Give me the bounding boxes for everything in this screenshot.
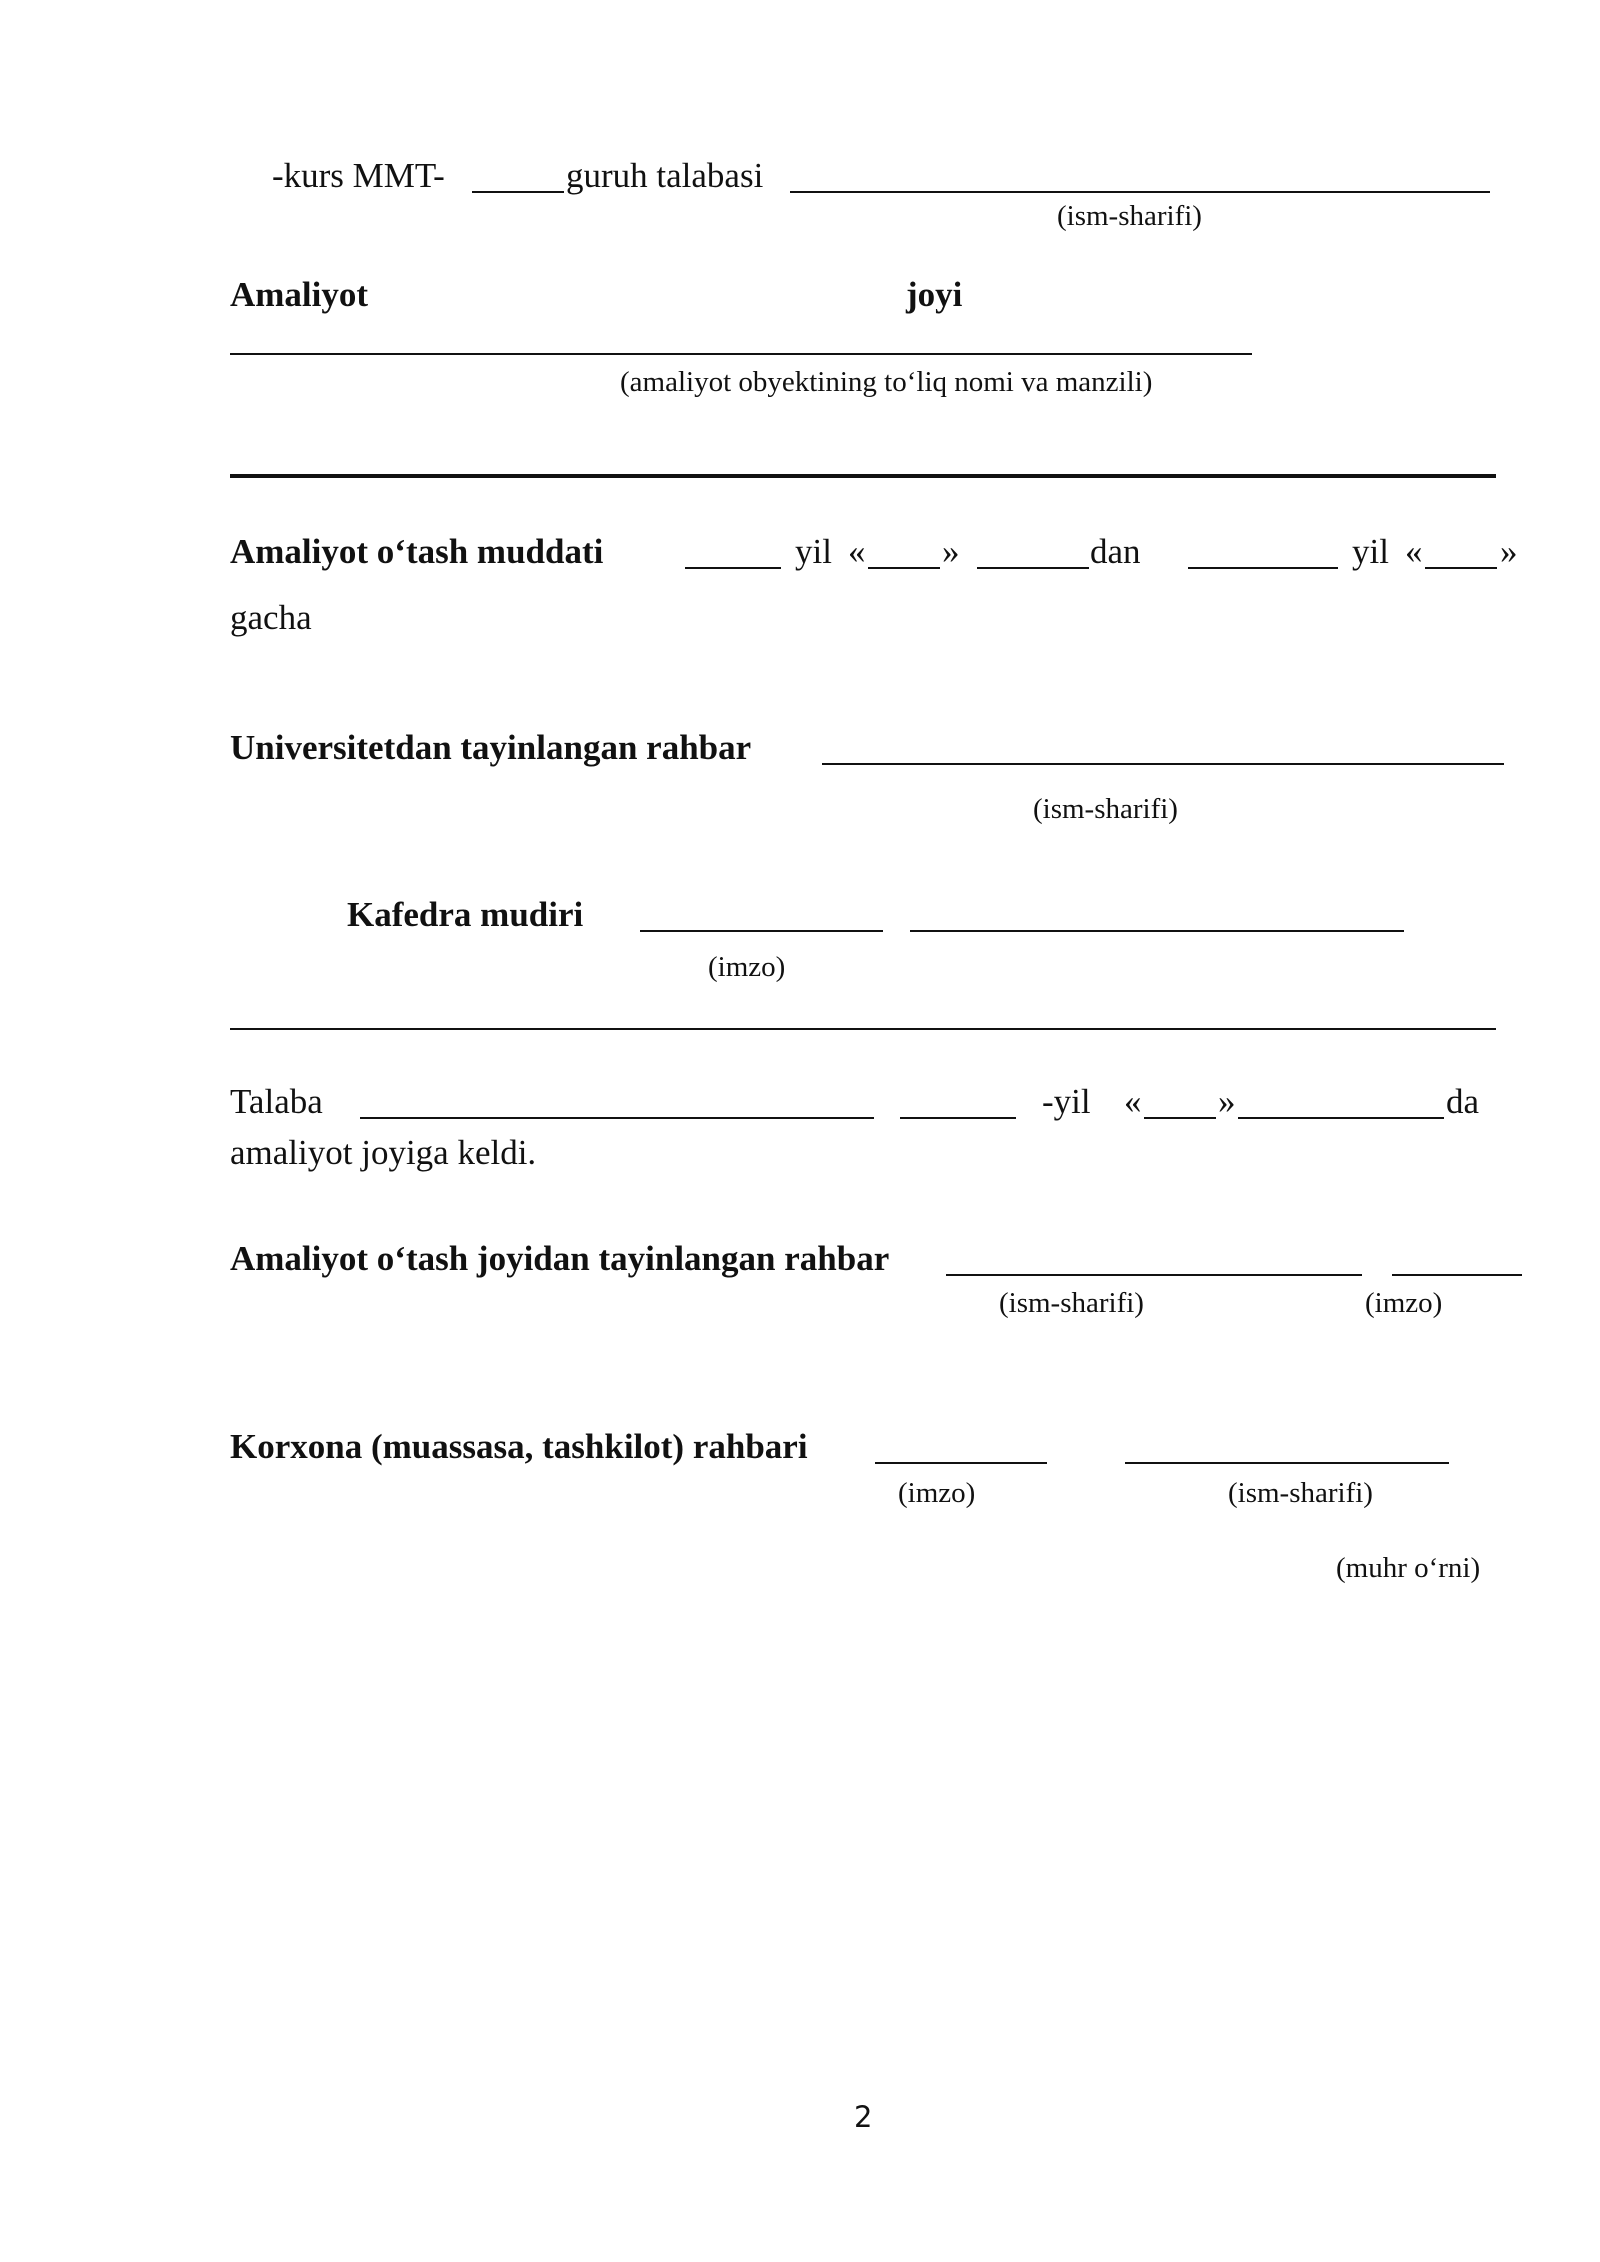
- kafedra-name-blank[interactable]: [910, 930, 1404, 932]
- kafedra-imzo-blank[interactable]: [640, 930, 883, 932]
- korxona-imzo-blank[interactable]: [875, 1462, 1047, 1464]
- arrival-day-blank[interactable]: [1144, 1117, 1216, 1119]
- end-year-blank[interactable]: [1188, 567, 1338, 569]
- practice-place-caption: (amaliyot obyektining to‘liq nomi va manzili): [620, 366, 1153, 398]
- practice-place-blank[interactable]: [230, 353, 1252, 355]
- arrival-year-blank[interactable]: [900, 1117, 1016, 1119]
- talaba-label: Talaba: [230, 1082, 323, 1121]
- start-day-blank[interactable]: [868, 567, 940, 569]
- da-label: da: [1446, 1082, 1480, 1121]
- imzo-caption-3: (imzo): [898, 1477, 976, 1509]
- yil-label-2: yil: [1352, 532, 1389, 571]
- keldi-label: amaliyot joyiga keldi.: [230, 1133, 537, 1172]
- universitet-rahbar-blank[interactable]: [822, 763, 1504, 765]
- ism-sharifi-caption-4: (ism-sharifi): [1228, 1477, 1373, 1509]
- korxona-rahbar-label: Korxona (muassasa, tashkilot) rahbari: [230, 1427, 808, 1466]
- quote-open-3: «: [1124, 1082, 1142, 1121]
- separator-line: [230, 1028, 1496, 1030]
- start-month-blank[interactable]: [977, 567, 1089, 569]
- start-year-blank[interactable]: [685, 567, 781, 569]
- quote-open-2: «: [1405, 532, 1423, 571]
- end-day-blank[interactable]: [1425, 567, 1497, 569]
- joy-rahbar-name-blank[interactable]: [946, 1274, 1362, 1276]
- gacha-label: gacha: [230, 598, 312, 637]
- imzo-caption-1: (imzo): [708, 951, 786, 983]
- yil-label-1: yil: [795, 532, 832, 571]
- ism-sharifi-caption-2: (ism-sharifi): [1033, 793, 1178, 825]
- joy-rahbar-imzo-blank[interactable]: [1392, 1274, 1522, 1276]
- ism-sharifi-caption-1: (ism-sharifi): [1057, 200, 1202, 232]
- dan-label: dan: [1090, 532, 1141, 571]
- ism-sharifi-caption-3: (ism-sharifi): [999, 1287, 1144, 1319]
- quote-close-3: »: [1218, 1082, 1236, 1121]
- quote-close-1: »: [942, 532, 960, 571]
- universitet-rahbar-label: Universitetdan tayinlangan rahbar: [230, 728, 752, 767]
- student-name-blank[interactable]: [790, 191, 1490, 193]
- muhr-caption: (muhr o‘rni): [1336, 1552, 1481, 1584]
- korxona-name-blank[interactable]: [1125, 1462, 1449, 1464]
- imzo-caption-2: (imzo): [1365, 1287, 1443, 1319]
- joyi-label: joyi: [906, 275, 963, 314]
- talaba-name-blank[interactable]: [360, 1117, 874, 1119]
- yil-label-3: -yil: [1042, 1082, 1091, 1121]
- arrival-month-blank[interactable]: [1238, 1117, 1444, 1119]
- guruh-blank[interactable]: [472, 191, 564, 193]
- guruh-talabasi-label: guruh talabasi: [566, 156, 764, 195]
- page-number: 2: [854, 2100, 873, 2134]
- amaliyot-label: Amaliyot: [230, 275, 369, 314]
- kurs-mmt-label: -kurs MMT-: [272, 156, 445, 195]
- joy-rahbar-label: Amaliyot o‘tash joyidan tayinlangan rahbar: [230, 1239, 890, 1278]
- kafedra-mudiri-label: Kafedra mudiri: [347, 895, 584, 934]
- quote-close-2: »: [1500, 532, 1518, 571]
- practice-place-blank-2[interactable]: [230, 474, 1496, 478]
- quote-open-1: «: [848, 532, 866, 571]
- muddati-label: Amaliyot o‘tash muddati: [230, 532, 604, 571]
